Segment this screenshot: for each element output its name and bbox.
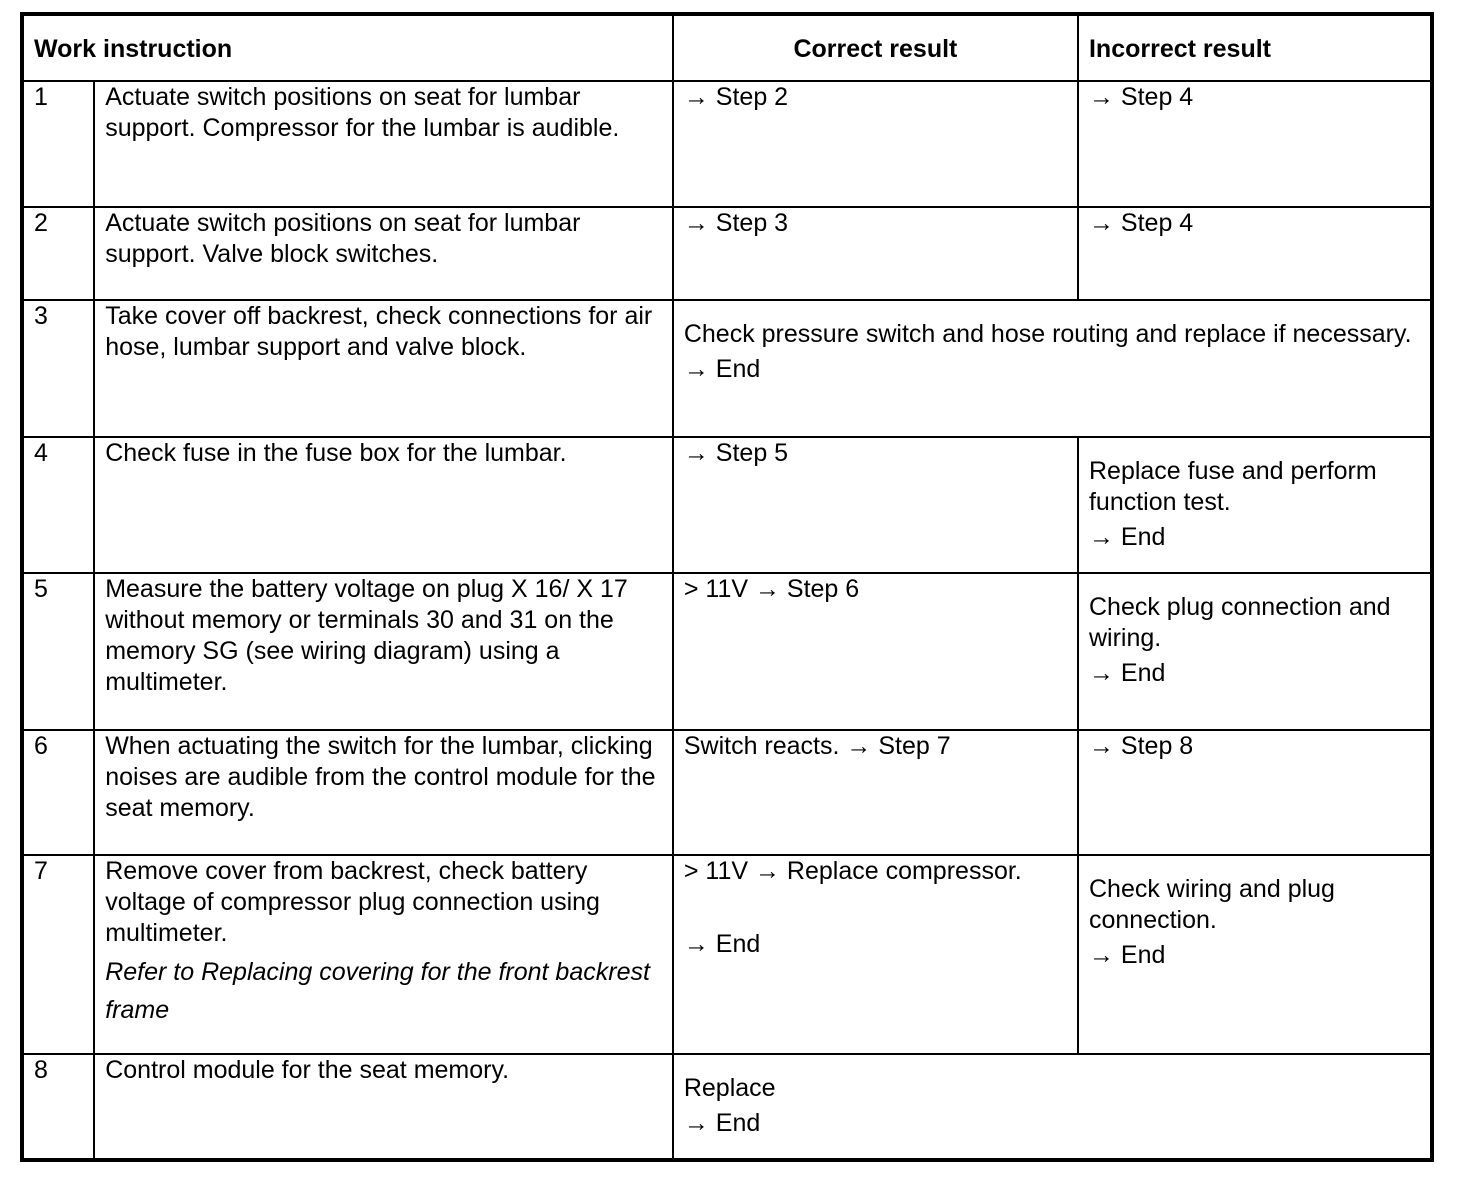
reference-link-text: Refer to Replacing covering for the front backrest frame bbox=[105, 958, 650, 1024]
table-header-row bbox=[22, 14, 1432, 81]
table-row bbox=[22, 81, 1432, 207]
incorrect-result-cell bbox=[1078, 437, 1432, 573]
table-row bbox=[22, 573, 1432, 730]
step-number: 5 bbox=[22, 573, 94, 730]
correct-result-cell: Switch reacts. → Step 7 bbox=[673, 730, 1078, 855]
step-number: 6 bbox=[22, 730, 94, 855]
step-instruction: Take cover off backrest, check connections for air hose, lumbar support and valve block. bbox=[94, 300, 673, 437]
combined-result-cell bbox=[673, 1054, 1432, 1160]
correct-result-cell bbox=[673, 855, 1078, 1054]
incorrect-result-cell: → Step 4 bbox=[1078, 207, 1432, 300]
incorrect-result-text: Check wiring and plug connection. bbox=[1088, 875, 1335, 934]
table-row bbox=[22, 730, 1432, 855]
step-instruction: Actuate switch positions on seat for lumbar support. Compressor for the lumbar is audible. bbox=[94, 81, 673, 207]
diagnosis-table bbox=[20, 12, 1434, 1162]
table-row bbox=[22, 855, 1432, 1054]
correct-result-cell: → Step 2 bbox=[673, 81, 1078, 207]
step-instruction-cell bbox=[94, 855, 673, 1054]
step-number: 3 bbox=[22, 300, 94, 437]
incorrect-result-cell: → Step 8 bbox=[1078, 730, 1432, 855]
step-number: 2 bbox=[22, 207, 94, 300]
header-work-instruction: Work instruction bbox=[22, 14, 673, 81]
correct-result-end: → End bbox=[683, 930, 761, 958]
incorrect-result-text: Replace fuse and perform function test. bbox=[1088, 457, 1377, 516]
step-number: 7 bbox=[22, 855, 94, 1054]
incorrect-result-end: → End bbox=[1088, 941, 1166, 969]
combined-result-text: Check pressure switch and hose routing and replace if necessary. bbox=[683, 320, 1412, 348]
incorrect-result-cell bbox=[1078, 573, 1432, 730]
step-instruction: Remove cover from backrest, check battery voltage of compressor plug connection using multimeter. bbox=[105, 857, 600, 947]
correct-result-cell: → Step 5 bbox=[673, 437, 1078, 573]
step-instruction: Check fuse in the fuse box for the lumbar. bbox=[94, 437, 673, 573]
table-row bbox=[22, 207, 1432, 300]
table-row bbox=[22, 300, 1432, 437]
table-row bbox=[22, 1054, 1432, 1160]
step-number: 4 bbox=[22, 437, 94, 573]
step-instruction: Actuate switch positions on seat for lumbar support. Valve block switches. bbox=[94, 207, 673, 300]
incorrect-result-end: → End bbox=[1088, 659, 1166, 687]
step-number: 8 bbox=[22, 1054, 94, 1160]
spacer bbox=[684, 887, 1067, 929]
header-correct-result: Correct result bbox=[673, 14, 1078, 81]
combined-result-cell bbox=[673, 300, 1432, 437]
incorrect-result-end: → End bbox=[1088, 523, 1166, 551]
table-row bbox=[22, 437, 1432, 573]
incorrect-result-cell: → Step 4 bbox=[1078, 81, 1432, 207]
correct-result-cell: > 11V → Step 6 bbox=[673, 573, 1078, 730]
step-number: 1 bbox=[22, 81, 94, 207]
incorrect-result-cell bbox=[1078, 855, 1432, 1054]
correct-result-text: > 11V → Replace compressor. bbox=[683, 857, 1022, 885]
combined-result-text: Replace bbox=[683, 1074, 776, 1102]
header-incorrect-result: Incorrect result bbox=[1078, 14, 1432, 81]
step-instruction: Control module for the seat memory. bbox=[94, 1054, 673, 1160]
step-instruction: When actuating the switch for the lumbar, clicking noises are audible from the control module for the seat memory. bbox=[94, 730, 673, 855]
combined-result-end: → End bbox=[683, 355, 761, 383]
combined-result-end: → End bbox=[683, 1109, 761, 1137]
step-instruction: Measure the battery voltage on plug X 16/ X 17 without memory or terminals 30 and 31 on the memory SG (see wiring diagram) using a multimeter. bbox=[94, 573, 673, 730]
correct-result-cell: → Step 3 bbox=[673, 207, 1078, 300]
incorrect-result-text: Check plug connection and wiring. bbox=[1088, 593, 1391, 652]
